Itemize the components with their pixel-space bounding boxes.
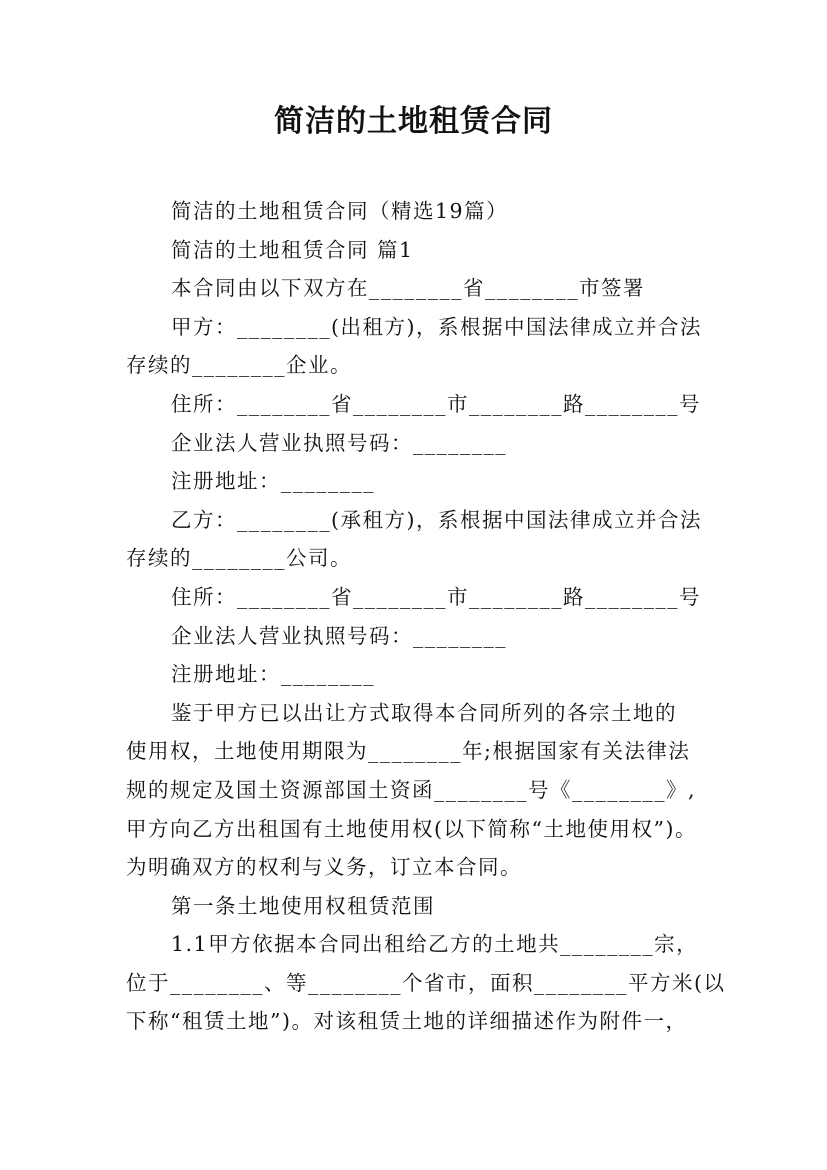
recital-line: 规的规定及国土资源部国土资函________号《________》, bbox=[126, 777, 697, 802]
recital-line: 使用权，土地使用期限为________年;根据国家有关法律法 bbox=[126, 739, 691, 764]
clause-line: 1.1甲方依据本合同出租给乙方的土地共________宗， bbox=[171, 932, 699, 957]
article-heading: 第一条土地使用权租赁范围 bbox=[171, 893, 435, 918]
recital-line: 甲方向乙方出租国有土地使用权(以下简称“土地使用权”)。 bbox=[126, 816, 697, 841]
party-b-license: 企业法人营业执照号码：________ bbox=[171, 623, 507, 648]
party-b-address: 住所：________省________市________路________号 bbox=[171, 584, 701, 609]
party-b-line: 乙方：________(承租方)，系根据中国法律成立并合法 bbox=[171, 507, 702, 532]
party-a-line: 甲方：________(出租方)，系根据中国法律成立并合法 bbox=[171, 314, 702, 339]
paragraph-line: 本合同由以下双方在________省________市签署 bbox=[171, 276, 645, 301]
document-body bbox=[126, 192, 726, 1041]
recital-line: 鉴于甲方已以出让方式取得本合同所列的各宗土地的 bbox=[171, 700, 677, 725]
party-a-address: 住所：________省________市________路________号 bbox=[171, 391, 701, 416]
recital-line: 为明确双方的权利与义务，订立本合同。 bbox=[126, 855, 522, 880]
party-a-license: 企业法人营业执照号码：________ bbox=[171, 430, 507, 455]
party-a-continuation: 存续的________企业。 bbox=[126, 353, 352, 378]
clause-line: 位于________、等________个省市，面积________平方米(以 bbox=[126, 970, 726, 995]
party-b-continuation: 存续的________公司。 bbox=[126, 546, 352, 571]
clause-line: 下称“租赁土地”)。对该租赁土地的详细描述作为附件一， bbox=[126, 1009, 688, 1034]
document-title: 简洁的土地租赁合同 bbox=[274, 104, 553, 139]
subtitle-line: 简洁的土地租赁合同（精选19篇） bbox=[171, 199, 509, 223]
section-heading: 简洁的土地租赁合同 篇1 bbox=[171, 237, 414, 262]
party-b-registered-address: 注册地址：________ bbox=[171, 662, 375, 687]
party-a-registered-address: 注册地址：________ bbox=[171, 469, 375, 494]
